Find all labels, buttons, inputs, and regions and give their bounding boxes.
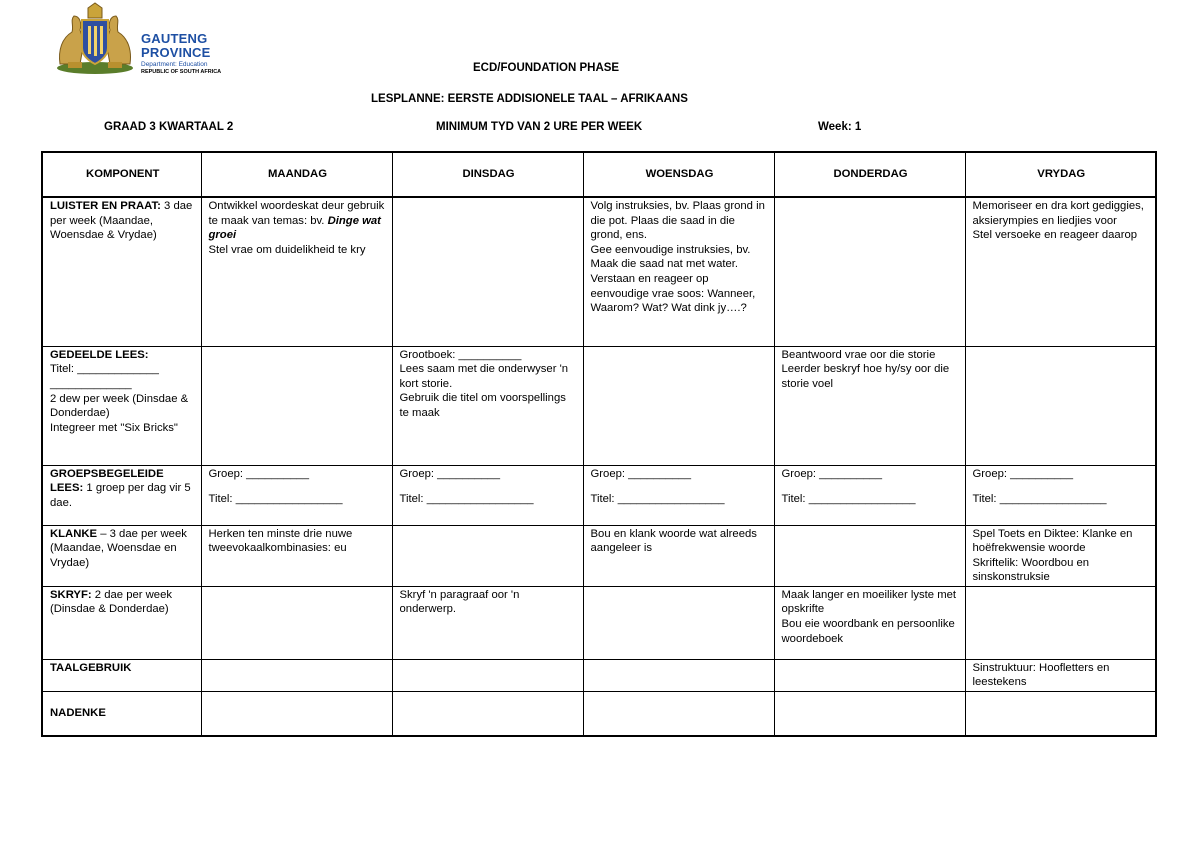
gauteng-logo — [50, 2, 280, 76]
thursday-cell: Beantwoord vrae oor die storie Leerder beskryf hoe hy/sy oor die storie voel — [774, 346, 965, 465]
friday-cell: Spel Toets en Diktee: Klanke en hoëfrekwensie woorde Skriftelik: Woordbou en sinskonstruksie — [965, 525, 1156, 586]
thursday-cell: Groep: __________ Titel: _________________ — [774, 465, 965, 525]
column-header: DINSDAG — [392, 152, 583, 197]
wednesday-cell — [583, 692, 774, 736]
thursday-cell — [774, 692, 965, 736]
component-cell: KLANKE – 3 dae per week (Maandae, Woensdae en Vrydae) — [42, 525, 201, 586]
component-cell: TAALGEBRUIK — [42, 659, 201, 691]
tuesday-cell — [392, 197, 583, 346]
friday-cell — [965, 692, 1156, 736]
theme-text: Dinge wat groei — [208, 214, 381, 242]
table-row — [42, 197, 1156, 346]
wednesday-cell: Bou en klank woorde wat alreeds aangeleer is — [583, 525, 774, 586]
component-cell: GROEPSBEGELEIDE LEES: 1 groep per dag vir 5 dae. — [42, 465, 201, 525]
province-name: GAUTENG PROVINCE — [141, 31, 211, 60]
table-row — [42, 586, 1156, 659]
lesson-plan-table — [41, 151, 1157, 737]
table-header-row — [42, 152, 1156, 197]
friday-cell: Sinstruktuur: Hoofletters en leestekens — [965, 659, 1156, 691]
monday-cell: Groep: __________ Titel: _________________ — [201, 465, 392, 525]
table-row — [42, 659, 1156, 691]
friday-cell: Memoriseer en dra kort gediggies, aksierympies en liedjies voor Stel versoeke en reageer daarop — [965, 197, 1156, 346]
table-row — [42, 525, 1156, 586]
tuesday-cell: Grootboek: __________ Lees saam met die onderwyser 'n kort storie. Gebruik die titel om voorspellings te maak — [392, 346, 583, 465]
logo-text — [141, 32, 280, 76]
table-row — [42, 346, 1156, 465]
tuesday-cell — [392, 692, 583, 736]
plan-title: LESPLANNE: EERSTE ADDISIONELE TAAL – AFRIKAANS — [371, 93, 688, 105]
table-row — [42, 692, 1156, 736]
department-name: Department: Education — [141, 61, 208, 68]
tuesday-cell — [392, 659, 583, 691]
week-label: Week: 1 — [818, 121, 862, 133]
table-row — [42, 465, 1156, 525]
monday-cell — [201, 346, 392, 465]
wednesday-cell: Groep: __________ Titel: _________________ — [583, 465, 774, 525]
wednesday-cell — [583, 586, 774, 659]
column-header: WOENSDAG — [583, 152, 774, 197]
monday-cell — [201, 692, 392, 736]
component-cell: GEDEELDE LEES: Titel: _____________ _____________ 2 dew per week (Dinsdae & Donderdae) Integreer met "Six Bricks" — [42, 346, 201, 465]
column-header: KOMPONENT — [42, 152, 201, 197]
component-cell: LUISTER EN PRAAT: 3 dae per week (Maandae, Woensdae & Vrydae) — [42, 197, 201, 346]
component-cell: NADENKE — [42, 692, 201, 736]
minimum-time: MINIMUM TYD VAN 2 URE PER WEEK — [436, 121, 643, 133]
friday-cell — [965, 586, 1156, 659]
phase-heading: ECD/FOUNDATION PHASE — [473, 62, 620, 74]
grade-term: GRAAD 3 KWARTAAL 2 — [104, 121, 234, 133]
component-cell: SKRYF: 2 dae per week (Dinsdae & Donderdae) — [42, 586, 201, 659]
thursday-cell — [774, 197, 965, 346]
country-name: REPUBLIC OF SOUTH AFRICA — [141, 69, 222, 75]
tuesday-cell — [392, 525, 583, 586]
monday-cell: Ontwikkel woordeskat deur gebruik te maak van temas: bv. Dinge wat groei Stel vrae om duidelikheid te kry — [201, 197, 392, 346]
column-header: MAANDAG — [201, 152, 392, 197]
column-header: VRYDAG — [965, 152, 1156, 197]
tuesday-cell: Skryf 'n paragraaf oor 'n onderwerp. — [392, 586, 583, 659]
thursday-cell — [774, 659, 965, 691]
monday-cell: Herken ten minste drie nuwe tweevokaalkombinasies: eu — [201, 525, 392, 586]
wednesday-cell — [583, 659, 774, 691]
friday-cell: Groep: __________ Titel: _________________ — [965, 465, 1156, 525]
monday-cell — [201, 586, 392, 659]
friday-cell — [965, 346, 1156, 465]
monday-cell — [201, 659, 392, 691]
column-header: DONDERDAG — [774, 152, 965, 197]
tuesday-cell: Groep: __________ Titel: _________________ — [392, 465, 583, 525]
coat-of-arms-icon — [50, 2, 140, 76]
wednesday-cell — [583, 346, 774, 465]
wednesday-cell: Volg instruksies, bv. Plaas grond in die pot. Plaas die saad in die grond, ens. Gee eenvoudige instruksies, bv. Maak die saad nat met water. Verstaan en reageer op eenvoudige vrae soos: Wanneer, Waarom? Wat? Wat dink jy….? — [583, 197, 774, 346]
thursday-cell: Maak langer en moeiliker lyste met opskrifte Bou eie woordbank en persoonlike woordeboek — [774, 586, 965, 659]
thursday-cell — [774, 525, 965, 586]
